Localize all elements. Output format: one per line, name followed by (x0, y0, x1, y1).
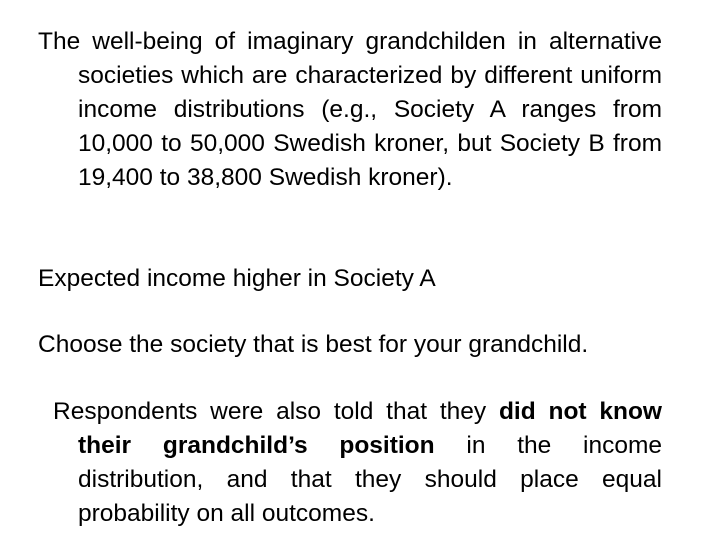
respondent-text-start: Respondents were also told that they (53, 398, 499, 425)
expected-income-statement: Expected income higher in Society A (38, 265, 436, 292)
description-paragraph: The well-being of imaginary grandchilden in alternative societies which are characterized by different uniform income distributions (e.g., Society A ranges from 10,000 to 50,000 Swedish kroner, but Society B from 19,400 to 38,800 Swedish kroner). (38, 28, 662, 191)
instruction-statement: Choose the society that is best for your grandchild. (38, 331, 589, 358)
respondent-text-emphasis: did not know their grandchild’s position (78, 398, 662, 459)
respondent-information-paragraph (53, 395, 662, 531)
respondent-text-end: in the income distribution, and that they should place equal probability on all outcomes. (78, 432, 663, 527)
